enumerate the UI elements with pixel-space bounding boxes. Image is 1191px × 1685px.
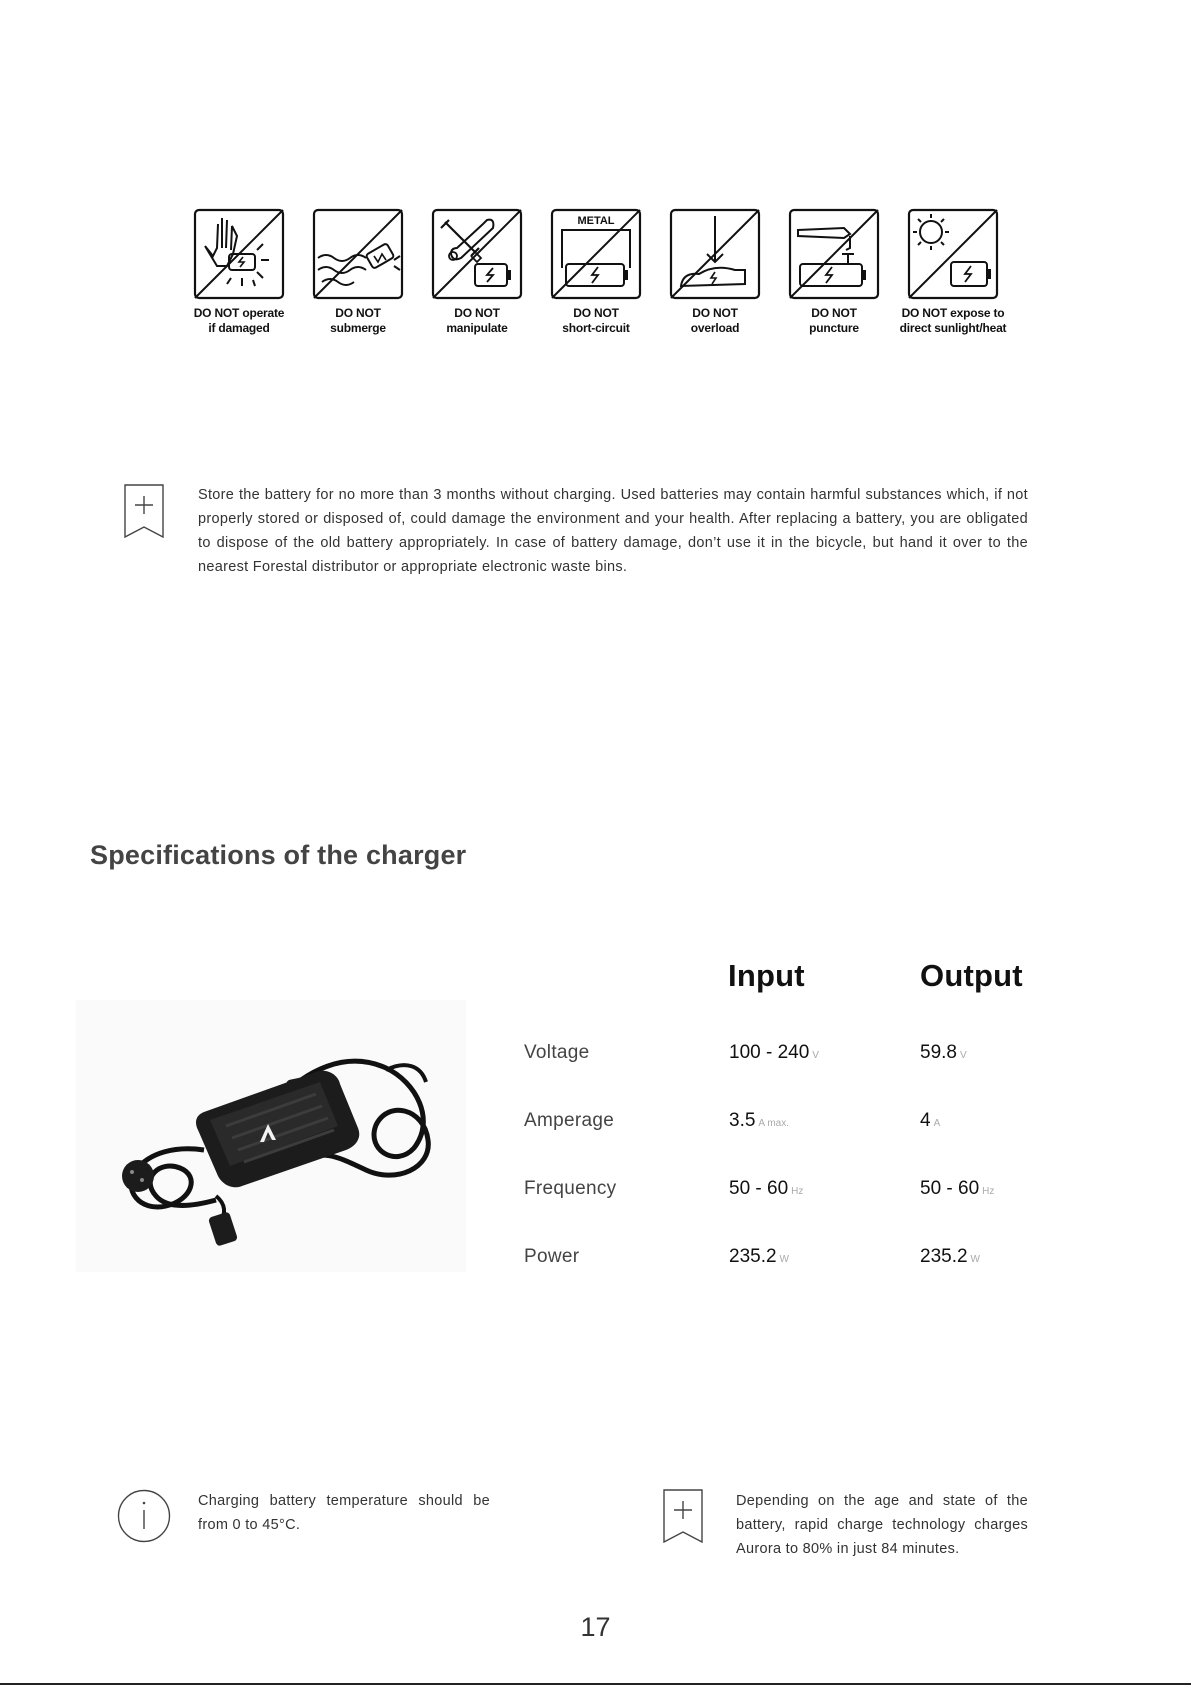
spec-value: 235.2 [920, 1246, 968, 1267]
warning-item [299, 208, 417, 336]
charger-illustration [76, 1000, 466, 1272]
charger-photo [76, 1000, 466, 1272]
info-circle-icon [117, 1489, 171, 1543]
spec-unit: W [970, 1254, 980, 1265]
damaged-battery-hand-icon [193, 208, 285, 300]
warning-label: DO NOT overload [690, 306, 740, 335]
warning-item [537, 208, 655, 336]
spec-value: 3.5 [729, 1110, 756, 1131]
spec-value: 50 - 60 [729, 1178, 789, 1199]
spec-unit: Hz [982, 1186, 995, 1197]
warning-label: DO NOT operate if damaged [193, 306, 285, 335]
section-title: Specifications of the charger [90, 840, 467, 870]
spec-unit: W [779, 1254, 789, 1265]
spec-unit: V [812, 1050, 819, 1061]
overload-icon [669, 208, 761, 300]
spec-value: 4 [920, 1110, 931, 1131]
spec-input-frequency [729, 1178, 803, 1200]
spec-value: 100 - 240 [729, 1042, 810, 1063]
spec-value: 235.2 [729, 1246, 777, 1267]
spec-unit: V [959, 1050, 967, 1061]
warning-item [894, 208, 1012, 336]
puncture-icon [788, 208, 880, 300]
spec-output-voltage [920, 1042, 967, 1064]
sunlight-icon [907, 208, 999, 300]
spec-unit: Hz [791, 1186, 804, 1197]
spec-row-label-voltage: Voltage [524, 1042, 590, 1063]
plus-bookmark-icon [663, 1489, 703, 1543]
rapid-charge-note-text: Depending on the age and state of the battery, rapid charge technology charges Aurora to 80% in just 84 minutes. [736, 1493, 1028, 1557]
page-number: 17 [580, 1612, 611, 1642]
temperature-note-text: Charging battery temperature should be from 0 to 45°C. [198, 1493, 490, 1533]
submerge-icon [312, 208, 404, 300]
tools-icon [431, 208, 523, 300]
spec-input-amperage [729, 1110, 789, 1132]
warning-item [180, 208, 298, 336]
warning-item [775, 208, 893, 336]
spec-value: 50 - 60 [920, 1178, 980, 1199]
warning-label: DO NOT puncture [809, 306, 859, 335]
spec-output-amperage [920, 1110, 940, 1132]
storage-note-text: Store the battery for no more than 3 months without charging. Used batteries may contain harmful substances which, if not properly stored or disposed of, could damage the environment and your health. After replacing a battery, you are obligated to dispose of the old battery appropriately. In case of battery damage, don’t use it in the bicycle, but hand it over to the nearest Forestal distributor or appropriate electronic waste bins. [198, 487, 1028, 575]
spec-header-input: Input [728, 958, 805, 993]
warning-label: DO NOT expose to direct sunlight/heat [899, 306, 1007, 335]
spec-header-output: Output [920, 958, 1023, 993]
spec-input-voltage [729, 1042, 819, 1064]
spec-row-label-frequency: Frequency [524, 1178, 617, 1199]
spec-row-label-power: Power [524, 1246, 580, 1267]
spec-output-power [920, 1246, 980, 1268]
short-circuit-icon [550, 208, 642, 300]
warning-icons-row [180, 208, 1010, 348]
warning-label: DO NOT submerge [330, 306, 386, 335]
spec-input-power [729, 1246, 789, 1268]
warning-label: DO NOT manipulate [446, 306, 508, 335]
spec-value: 59.8 [920, 1042, 957, 1063]
warning-label: DO NOT short-circuit [562, 306, 630, 335]
warning-item [418, 208, 536, 336]
warning-item [656, 208, 774, 336]
spec-unit: A max. [758, 1118, 789, 1129]
spec-row-label-amperage: Amperage [524, 1110, 615, 1131]
spec-output-frequency [920, 1178, 994, 1200]
spec-unit: A [933, 1118, 941, 1129]
metal-label: METAL [577, 215, 615, 227]
plus-bookmark-icon [124, 484, 164, 538]
